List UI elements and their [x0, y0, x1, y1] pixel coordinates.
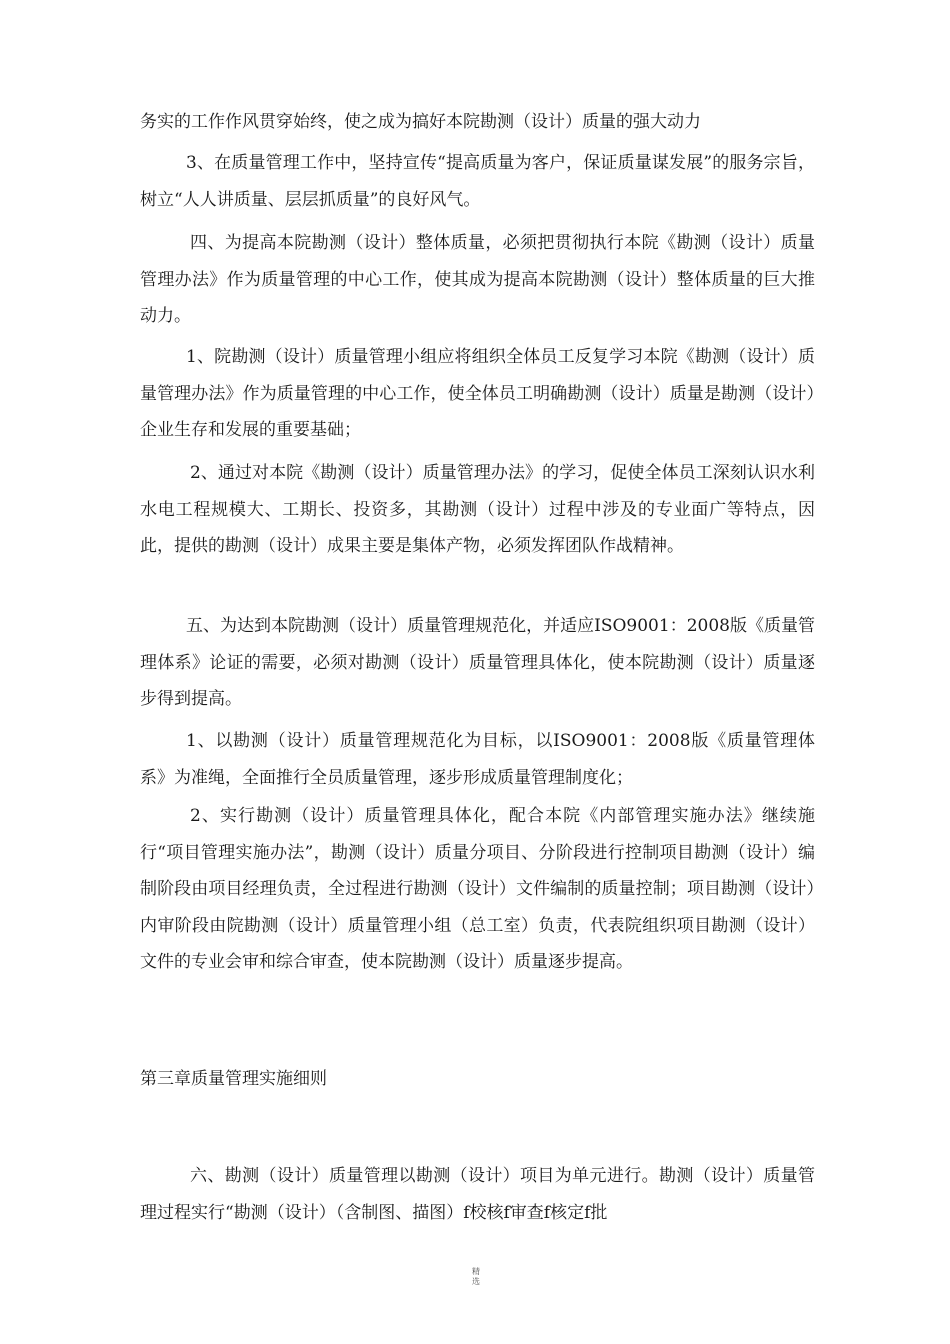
paragraph-section-4-item-2: 2、通过对本院《勘测（设计）质量管理办法》的学习，促使全体员工深刻认识水利水电工程规模大、工期长、投资多，其勘测（设计）过程中涉及的专业面广等特点，因此，提供的勘测（设计）成果主要是集体产物，必须发挥团队作战精神。: [140, 463, 815, 556]
paragraph-section-4: 四、为提高本院勘测（设计）整体质量，必须把贯彻执行本院《勘测（设计）质量管理办法》作为质量管理的中心工作，使其成为提高本院勘测（设计）整体质量的巨大推动力。: [140, 233, 815, 326]
footer-line-1: 精: [472, 1267, 480, 1276]
chapter-heading: 第三章质量管理实施细则: [140, 1069, 327, 1089]
paragraph-section-6: 六、勘测（设计）质量管理以勘测（设计）项目为单元进行。勘测（设计）质量管理过程实行“勘测（设计）（含制图、描图）f校核f审查f核定f批: [140, 1166, 815, 1223]
page-footer-mark: [469, 1267, 483, 1287]
paragraph-section-5: 五、为达到本院勘测（设计）质量管理规范化，并适应ISO9001：2008版《质量管理体系》论证的需要，必须对勘测（设计）质量管理具体化，使本院勘测（设计）质量逐步得到提高。: [140, 616, 815, 709]
paragraph-section-4-item-1: 1、院勘测（设计）质量管理小组应将组织全体员工反复学习本院《勘测（设计）质量管理办法》作为质量管理的中心工作，使全体员工明确勘测（设计）质量是勘测（设计）企业生存和发展的重要基础；: [140, 347, 815, 440]
paragraph-section-5-item-1: 1、以勘测（设计）质量管理规范化为目标，以ISO9001：2008版《质量管理体系》为准绳，全面推行全员质量管理，逐步形成质量管理制度化；: [140, 731, 815, 788]
paragraph-item-3: 3、在质量管理工作中，坚持宣传“提高质量为客户，保证质量谋发展”的服务宗旨，树立“人人讲质量、层层抓质量”的良好风气。: [140, 153, 815, 210]
footer-line-2: 选: [472, 1277, 480, 1286]
paragraph-section-5-item-2: 2、实行勘测（设计）质量管理具体化，配合本院《内部管理实施办法》继续施行“项目管理实施办法”，勘测（设计）质量分项目、分阶段进行控制项目勘测（设计）编制阶段由项目经理负责，全过程进行勘测（设计）文件编制的质量控制；项目勘测（设计）内审阶段由院勘测（设计）质量管理小组（总工室）负责，代表院组织项目勘测（设计）文件的专业会审和综合审查，使本院勘测（设计）质量逐步提高。: [140, 806, 815, 972]
paragraph-continuation: 务实的工作作风贯穿始终，使之成为搞好本院勘测（设计）质量的强大动力: [140, 112, 701, 132]
